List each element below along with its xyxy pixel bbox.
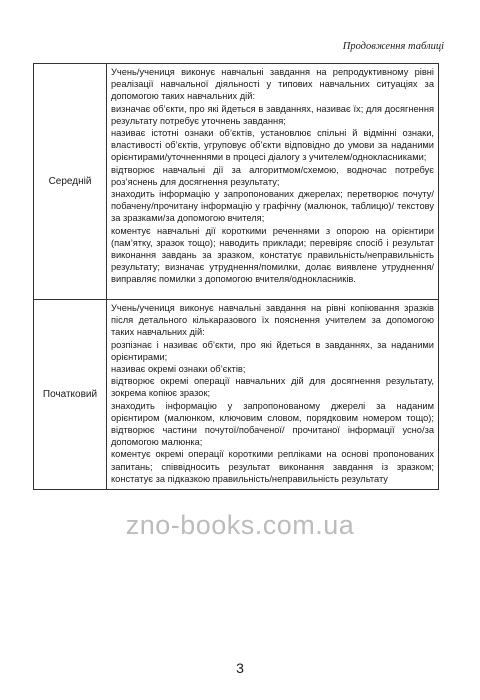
level-description bbox=[107, 300, 439, 490]
description-line: називає окремі ознаки об’єктів; bbox=[111, 364, 246, 375]
description-line: відтворює окремі операції навчальних дій для досягнення результату, зокрема копіює зразок; bbox=[111, 376, 434, 399]
assessment-levels-table bbox=[33, 63, 439, 490]
watermark: zno-books.com.ua bbox=[125, 510, 355, 540]
table-continuation-label: Продовження таблиці bbox=[342, 41, 444, 52]
description-line: знаходить інформацію у запропонованих джерелах; перетворює почуту/побачену/прочитану інформацію у графічну (малюнок, таблицю)/ текстову за зразками/за допомогою вчителя; bbox=[111, 189, 434, 224]
description-line: коментує окремі операції короткими репліками на основі пропонованих запитань; співвідносить результат виконання завдання із зразком; констатує за підказкою правильність/неправильність результату bbox=[111, 449, 434, 484]
page-number: 3 bbox=[236, 660, 244, 676]
level-description bbox=[107, 64, 439, 300]
table-row-level-average bbox=[34, 64, 439, 300]
description-line: визначає об’єкти, про які йдеться в завданнях, називає їх; для досягнення результату потребує уточнень завдання; bbox=[111, 103, 434, 126]
description-line: розпізнає і називає об’єкти, про які йдеться в завданнях, за наданими орієнтирами; bbox=[111, 339, 434, 362]
description-line: Учень/учениця виконує навчальні завдання на репродуктивному рівні реалізації навчальної діяльності у типових навчальних ситуаціях за допомогою таких навчальних дій: bbox=[111, 67, 434, 102]
description-line: Учень/учениця виконує навчальні завдання на рівні копіювання зразків після детального кількаразового їх пояснення учителем за допомогою таких навчальних дій: bbox=[111, 303, 434, 338]
description-line: називає істотні ознаки об’єктів, установлює спільні й відмінні ознаки, властивості об’єктів, угруповує об’єкти відповідно до умови за наданими орієнтирами/уточненнями в процесі діалогу з учителем/однокласниками; bbox=[111, 128, 434, 163]
level-name: Початковий bbox=[34, 300, 107, 490]
level-name: Середній bbox=[34, 64, 107, 300]
description-line: знаходить інформацію у запропонованому джерелі за наданим орієнтиром (малюнком, ключовим словом, порядковим номером тощо); відтворює частини почутої/побаченої/ прочитаної інформації усно/за допомогою малюнка; bbox=[111, 400, 434, 448]
description-line: відтворює навчальні дії за алгоритмом/схемою, водночас потребує роз’яснень для досягнення результату; bbox=[111, 164, 434, 187]
description-line: коментує навчальні дії короткими реченнями з опорою на орієнтири (пам’ятку, зразок тощо); наводить приклади; перевіряє спосіб і результат виконання завдань за зразком, констатує правильність/неправильність результату; визначає утруднення/помилки, долає виявлене утруднення/ виправляє помилки з допомогою вчителя/однокласників. bbox=[111, 225, 434, 285]
table-row-level-initial bbox=[34, 300, 439, 490]
